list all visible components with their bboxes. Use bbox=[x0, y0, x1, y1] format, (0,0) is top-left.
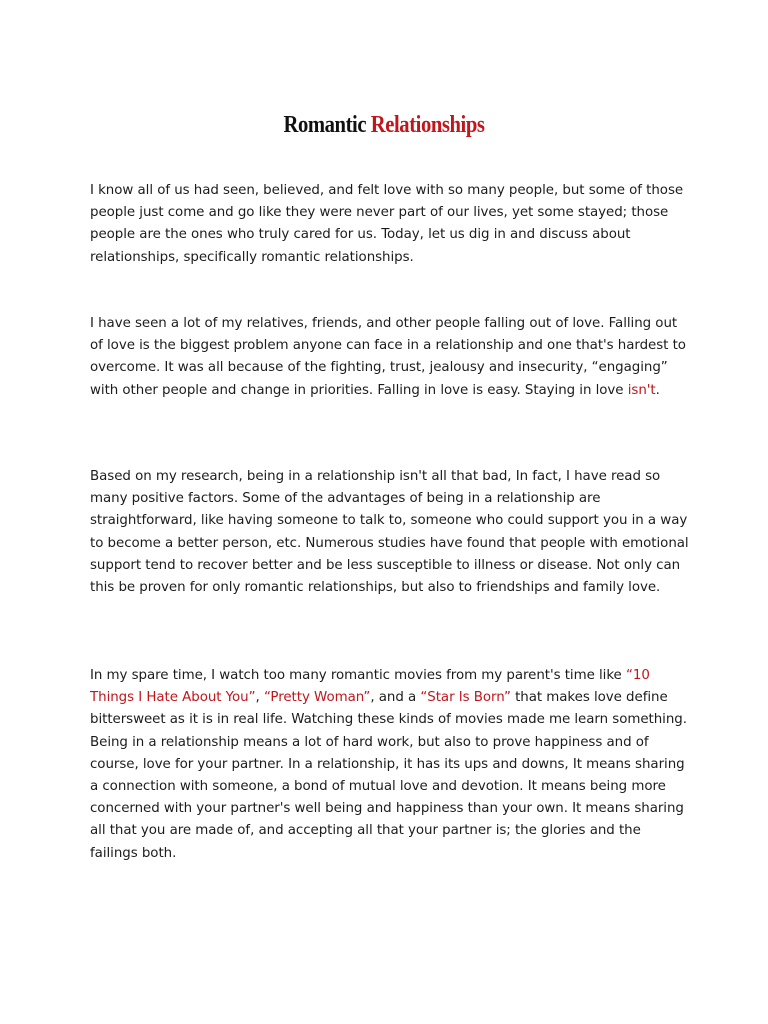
document-title bbox=[54, 110, 714, 140]
movie-title-3: “Star Is Born” bbox=[420, 690, 511, 706]
paragraph-2-highlight: isn't bbox=[627, 382, 656, 398]
title-part-2: Relationships bbox=[370, 112, 485, 139]
paragraph-4 bbox=[90, 665, 690, 865]
paragraph-2-text: I have seen a lot of my relatives, friends, and other people falling out of love. Falling out of love is the biggest problem anyone can face in a relationship and one that's hardest to overcome. It was all because of the fighting, trust, jealousy and insecurity, “engaging” with other people and change in priorities. Falling in love is easy. Staying in love bbox=[90, 316, 686, 398]
movie-title-1: “10 Things I Hate About You” bbox=[90, 668, 650, 706]
paragraph-4-rest: that makes love define bittersweet as it is in real life. Watching these kinds of movies made me learn something. Being in a relationship means a lot of hard work, but also to prove happiness and of course, love for your partner. In a relationship, it has its ups and downs, It means sharing a connection with someone, a bond of mutual love and devotion. It means being more concerned with your partner's well being and happiness than your own. It means sharing all that you are made of, and accepting all that your partner is; the glories and the failings both. bbox=[90, 690, 687, 861]
movie-title-2: “Pretty Woman” bbox=[263, 690, 371, 706]
paragraph-4-intro: In my spare time, I watch too many romantic movies from my parent's time like bbox=[90, 668, 622, 683]
paragraph-4-sep-2: , and a bbox=[370, 690, 417, 706]
title-part-1: Romantic bbox=[283, 112, 367, 139]
paragraph-2 bbox=[90, 313, 690, 402]
paragraph-2-end: . bbox=[655, 382, 660, 398]
paragraph-3: Based on my research, being in a relationship isn't all that bad, In fact, I have read so many positive factors. Some of the advantages of being in a relationship are straightforward, like having someone to talk to, someone who could support you in a way to become a better person, etc. Numerous studies have found that people with emotional support tend to recover better and be less susceptible to illness or disease. Not only can this be proven for only romantic relationships, but also to friendships and family love. bbox=[90, 469, 689, 596]
paragraph-4-sep-1: , bbox=[255, 690, 260, 706]
paragraph-1: I know all of us had seen, believed, and felt love with so many people, but some of those people just come and go like they were never part of our lives, yet some stayed; those people are the ones who truly cared for us. Today, let us dig in and discuss about relationships, specifically romantic relationships. bbox=[90, 183, 684, 265]
